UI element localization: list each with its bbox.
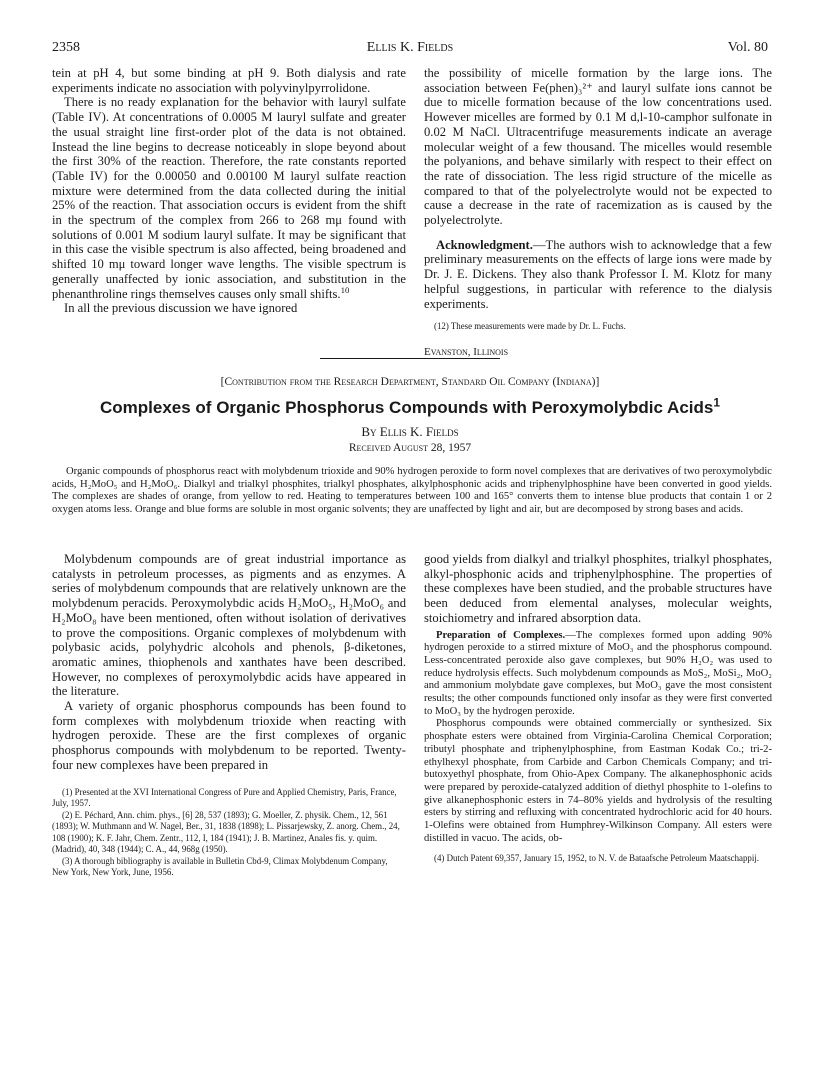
volume-label: Vol. 80: [727, 40, 768, 55]
prev-article-left-column: [52, 66, 406, 316]
footnote: (1) Presented at the XVI International Congress of Pure and Applied Chemistry, Paris, France, July, 1957.: [52, 786, 397, 809]
running-title: Ellis K. Fields: [366, 40, 454, 55]
footnote: (2) E. Péchard, Ann. chim. phys., [6] 28, 537 (1893); G. Moeller, Z. physik. Chem., 12, 561 (1893); W. Muthmann and W. Nagel, Ber., 31, 1838 (1898); L. Pissarjewsky, Z. anorg. Chem., 24, 108 (1900); K. F. Jahr, Chem. Zentr., 112, I, 184 (1941); J. B. Martinez, Anales fis. y. quim. (Madrid), 40, 348 (1944); C. A., 44, 968g (1950).: [52, 809, 400, 855]
contribution-line: [Contribution from the Research Department, Standard Oil Company (Indiana)]: [220, 376, 600, 388]
footnote-4: (4) Dutch Patent 69,357, January 15, 1952, to N. V. de Bataafsche Petroleum Maatschappij.: [434, 853, 760, 864]
received-date: Received August 28, 1957: [348, 442, 472, 454]
article-separator: [320, 358, 500, 359]
paragraph: good yields from dialkyl and trialkyl phosphites, trialkyl phosphates, alkyl-phosphonic acids and triphenylphosphine. The properties of these complexes have been studied, and the probable structures have been deduced from elemental analyses, molecular weights, stoichiometry and infrared absorption data.: [424, 552, 772, 625]
footnote: (3) A thorough bibliography is available in Bulletin Cbd-9, Climax Molybdenum Company, New York, New York, June, 1956.: [52, 855, 388, 878]
paragraph: A variety of organic phosphorus compounds has been found to form complexes with molybdenum trioxide when reacting with hydrogen peroxide. These are the first complexes of organic phosphorus compounds with molybdenum to be reported. Twenty-four new complexes have been prepared in: [52, 699, 406, 772]
paragraph: Molybdenum compounds are of great industrial importance as catalysts in petroleum processes, as pigments and as enzymes. A series of molybdenum compounds that are relatively unknown are the molybdenum peracids. Peroxymolybdic acids H₂MoO₅, H₂MoO₆ and H₂MoO₈ have been mentioned, often without isolation of derivatives to prove the compositions. Organic complexes of molybdenum with polybasic acids, polyhydric alcohols and phenols, β-diketones, aromatic amines, thiophenols and xanthates have been described. However, no complexes of peroxymolybdic acids have appeared in the literature.: [52, 552, 406, 699]
prev-article-right-column: [424, 66, 772, 359]
preparation-section: [424, 630, 772, 846]
footnote-12: (12) These measurements were made by Dr. L. Fuchs.: [434, 321, 626, 332]
paragraph: Preparation of Complexes.—The complexes formed upon adding 90% hydrogen peroxide to a stirred mixture of MoO₃ and the phosphorus compound. Less-concentrated peroxide also gave complexes, but 90% H₂O₂ was used to reduce hydrolysis effects. Such molybdenum compounds as MoS₂, MoSi₂, MoO₂ and ammonium molybdate gave complexes, but MoO₃ gave the most consistent results; the other compounds functioned only insofar as they were first converted to MoO₃ by the hydrogen peroxide.: [424, 629, 773, 717]
paragraph: In all the previous discussion we have ignored: [64, 301, 298, 316]
page-number: 2358: [52, 40, 80, 55]
paragraph: tein at pH 4, but some binding at pH 9. Both dialysis and rate experiments indicate no association with polyvinylpyrrolidone.: [52, 66, 406, 95]
location: Evanston, Illinois: [424, 345, 509, 358]
footnotes-left: [52, 787, 406, 879]
body-left-column: [52, 552, 406, 879]
body-right-column: [424, 552, 772, 865]
byline: By Ellis K. Fields: [361, 424, 459, 439]
paragraph: the possibility of micelle formation by the large ions. The association between Fe(phen)₃²⁺ and lauryl sulfate ions cannot be due to micelle formation because of the low concentrations used. However micelles are formed by 0.1 M d,l-10-camphor sulfonate in 0.02 M NaCl. Ultracentrifuge measurements indicate an average molecular weight of a few thousand. The micelles would resemble the polyanions, and behave similarly with respect to their effect on the rate of dissociation. The less rigid structure of the micelle as compared to that of the polyelectrolyte would not be expected to cause a decrease in the rate of racemization as is caused by the polyelectrolyte.: [424, 66, 772, 228]
article-title: Complexes of Organic Phosphorus Compounds with Peroxymolybdic Acids$^1$: [100, 395, 720, 417]
paragraph: There is no ready explanation for the behavior with lauryl sulfate (Table IV). At concentrations of 0.0005 M lauryl sulfate and greater the usual straight line first-order plot of the data is not obtained. Instead the line begins to decrease noticeably in slope beyond about the first 30% of the reaction. Therefore, the rate constants reported (Table IV) for the 0.00050 and 0.00100 M lauryl sulfate reaction mixture were determined from the data collected during the initial 25% of the reaction. That association occurs is evident from the shift in the spectrum of the complex from 266 to 268 mμ found with solutions of 0.001 M sodium lauryl sulfate. It may be significant that in this case the visible spectrum is also affected, being broadened and shifted 10 mμ toward longer wave lengths. The visible spectrum is generally unaffected by ionic association, and substitution in the phenanthroline rings themselves causes only small shifts.$^{10}$: [52, 95, 406, 301]
paragraph: Phosphorus compounds were obtained commercially or synthesized. Six phosphate esters were obtained from Virginia-Carolina Chemical Corporation; tributyl phosphate and triphenylphosphine, from Eastman Kodak Co.; tri-2-ethylhexyl phosphate, from Carbide and Carbon Chemicals Company; and tri-butoxyethyl phosphate, from Ohio-Apex Company. The alkanephosphonic acids were prepared by peroxide-catalyzed addition of diethyl phosphite to 1-olefins to give alkanephosphonic esters in 74–80% yields and hydrolysis of the resulting esters by stirring and refluxing with concentrated hydrochloric acid for 40 hours. 1-Olefins were obtained from Humphrey-Wilkinson Company. All esters were distilled in vacuo. The acids, ob-: [424, 718, 772, 844]
acknowledgment: Acknowledgment.—The authors wish to acknowledge that a few preliminary measurements on the effects of large ions were made by Dr. J. E. Dickens. They also thank Professor I. M. Klotz for many helpful suggestions, in particular with reference to the dialysis experiments.: [424, 237, 772, 311]
abstract: Organic compounds of phosphorus react with molybdenum trioxide and 90% hydrogen peroxide to form novel complexes that are derivatives of two peroxymolybdic acids, H₂MoO₅ and H₂MoO₆. Dialkyl and trialkyl phosphites, trialkyl phosphates, alkylphosphonic acids and triphenylphosphine have been converted in good yields. The complexes are shades of orange, from yellow to red. Heating to temperatures between 100 and 165° converts them to intense blue products that contain 1 or 2 oxygen atoms less. Orange and blue forms are soluble in most organic solvents; they are unaffected by light and air, but are decomposed by strong bases and acids.: [52, 466, 772, 516]
